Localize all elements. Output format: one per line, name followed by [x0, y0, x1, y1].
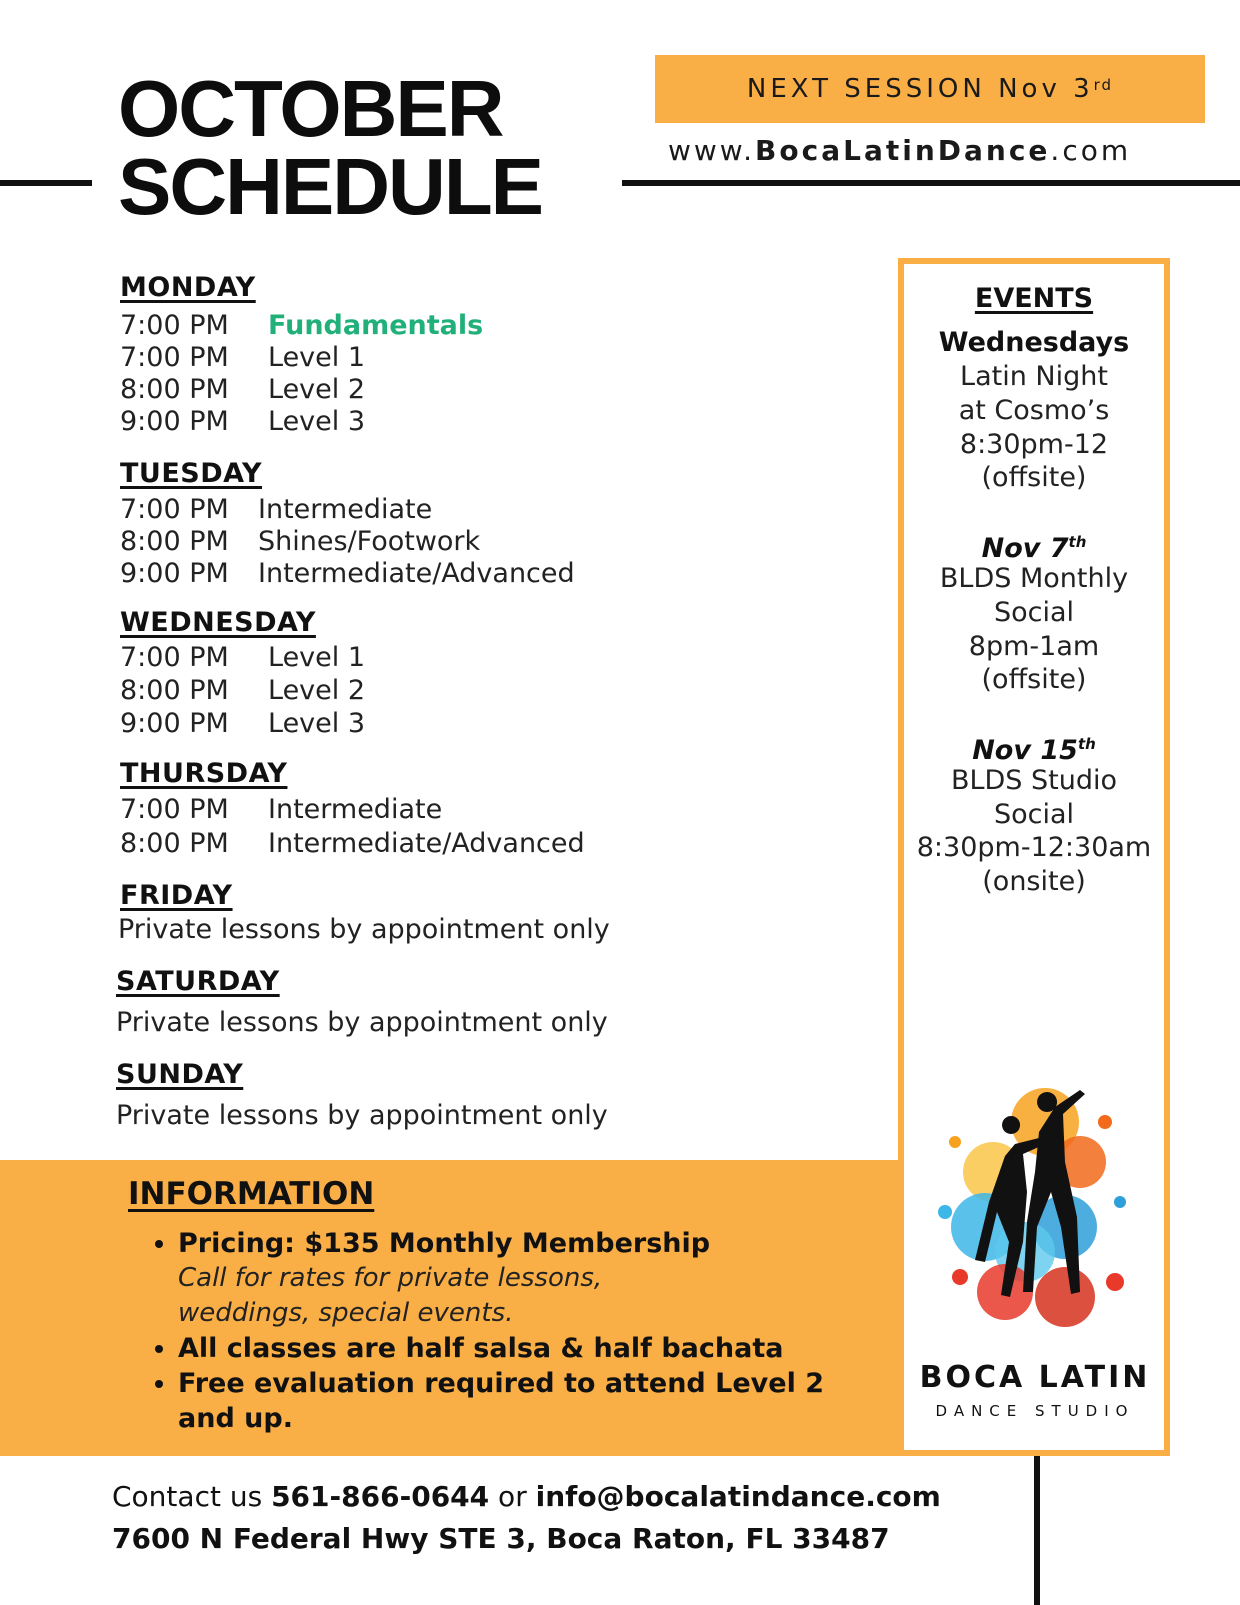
events-heading: EVENTS: [974, 283, 1094, 314]
schedule-row: [120, 642, 365, 673]
event-line: 8:30pm-12: [959, 429, 1109, 460]
event-line: Latin Night: [960, 361, 1108, 392]
footer-divider: [1034, 1456, 1040, 1605]
info-item-text: Pricing: $135 Monthly Membership: [178, 1228, 711, 1259]
event-line: (onsite): [982, 866, 1086, 897]
day-heading-friday: FRIDAY: [120, 880, 233, 911]
next-session-banner: [655, 55, 1205, 123]
class-time: 8:00 PM: [120, 828, 229, 859]
info-item: [178, 1226, 868, 1331]
schedule-row: [120, 374, 365, 405]
next-session-label: NEXT SESSION Nov 3: [746, 74, 1094, 104]
info-item-subtext: weddings, special events.: [178, 1298, 514, 1328]
schedule-row: [120, 558, 575, 589]
info-item: [178, 1331, 868, 1366]
day-heading-saturday: SATURDAY: [116, 966, 280, 997]
day-heading-monday: MONDAY: [120, 272, 256, 303]
studio-logo: [915, 1052, 1155, 1420]
event-line: 8:30pm-12:30am: [916, 832, 1152, 863]
sunday-note: Private lessons by appointment only: [116, 1100, 608, 1131]
class-time: 7:00 PM: [120, 342, 229, 373]
event-line: Social: [993, 597, 1075, 628]
day-heading-sunday: SUNDAY: [116, 1059, 244, 1090]
studio-address: 7600 N Federal Hwy STE 3, Boca Raton, FL 33487: [112, 1522, 890, 1555]
event-line: BLDS Monthly: [939, 563, 1129, 594]
class-time: 9:00 PM: [120, 708, 229, 739]
event-line: BLDS Studio: [950, 765, 1118, 796]
class-time: 8:00 PM: [120, 526, 229, 557]
information-section: [0, 1160, 898, 1456]
event-line: at Cosmo’s: [958, 395, 1110, 426]
website-prefix: www.: [668, 134, 756, 167]
day-heading-wednesday: WEDNESDAY: [120, 607, 316, 638]
event-date: Nov 7: [981, 533, 1069, 564]
class-time: 7:00 PM: [120, 310, 229, 341]
contact-prefix: Contact us: [112, 1480, 272, 1513]
information-heading: INFORMATION: [128, 1176, 375, 1212]
header-rule-left: [0, 180, 92, 186]
website-suffix: .com: [1050, 134, 1132, 167]
schedule-row: [120, 828, 585, 859]
info-item-text: All classes are half salsa & half bachata: [178, 1333, 784, 1364]
website-name: BocaLatinDance: [755, 134, 1051, 167]
class-time: 8:00 PM: [120, 374, 229, 405]
class-name: Level 1: [268, 342, 366, 373]
class-name: Level 3: [268, 406, 366, 437]
schedule-row: [120, 675, 365, 706]
class-time: 7:00 PM: [120, 794, 229, 825]
event-title: [904, 526, 1164, 565]
event-line: (offsite): [981, 664, 1087, 695]
class-time: 9:00 PM: [120, 558, 229, 589]
class-name: Intermediate: [258, 494, 433, 525]
class-name: Level 2: [268, 675, 366, 706]
friday-note: Private lessons by appointment only: [118, 914, 610, 945]
event-line: (offsite): [981, 462, 1087, 493]
class-name: Fundamentals: [268, 310, 484, 341]
class-name: Intermediate/Advanced: [258, 558, 575, 589]
event-title: Wednesdays: [938, 327, 1130, 358]
website-link[interactable]: [668, 134, 1131, 167]
next-session-suffix: rd: [1093, 76, 1114, 94]
day-heading-tuesday: TUESDAY: [120, 458, 263, 489]
class-name: Level 2: [268, 374, 366, 405]
class-name: Intermediate: [268, 794, 443, 825]
schedule-row: [120, 494, 432, 525]
title-line-1: OCTOBER: [118, 64, 503, 153]
class-name: Level 3: [268, 708, 366, 739]
schedule-row: [120, 526, 480, 557]
schedule-row: [120, 794, 442, 825]
event-line: 8pm-1am: [968, 631, 1100, 662]
schedule-row: [120, 708, 365, 739]
class-name: Intermediate/Advanced: [268, 828, 585, 859]
info-item-subtext: Call for rates for private lessons,: [178, 1263, 603, 1293]
day-heading-thursday: THURSDAY: [120, 758, 288, 789]
event-line: Social: [993, 799, 1075, 830]
contact-line: [112, 1480, 941, 1513]
contact-or: or: [489, 1480, 536, 1513]
class-time: 7:00 PM: [120, 642, 229, 673]
header-rule-right: [622, 180, 1240, 186]
class-time: 8:00 PM: [120, 675, 229, 706]
title-line-2: SCHEDULE: [118, 142, 543, 231]
schedule-row: [120, 406, 365, 437]
class-time: 7:00 PM: [120, 494, 229, 525]
class-time: 9:00 PM: [120, 406, 229, 437]
email-link[interactable]: info@bocalatindance.com: [535, 1480, 941, 1513]
page-title: [118, 64, 543, 231]
event-date-suffix: th: [1068, 533, 1087, 551]
info-item: [178, 1366, 868, 1436]
schedule-row: [120, 310, 483, 341]
info-item-text: Free evaluation required to attend Level 2 and up.: [178, 1368, 825, 1434]
event-title: [904, 728, 1164, 767]
class-name: Shines/Footwork: [258, 526, 481, 557]
logo-subtitle: DANCE STUDIO: [935, 1402, 1135, 1420]
schedule-row: [120, 342, 365, 373]
saturday-note: Private lessons by appointment only: [116, 1007, 608, 1038]
event-date-suffix: th: [1077, 735, 1096, 753]
dancers-splash-icon: [915, 1052, 1155, 1352]
event-date: Nov 15: [972, 735, 1078, 766]
information-list: [150, 1226, 868, 1436]
logo-name: BOCA LATIN: [919, 1360, 1151, 1395]
phone-link[interactable]: 561-866-0644: [271, 1480, 490, 1513]
class-name: Level 1: [268, 642, 366, 673]
